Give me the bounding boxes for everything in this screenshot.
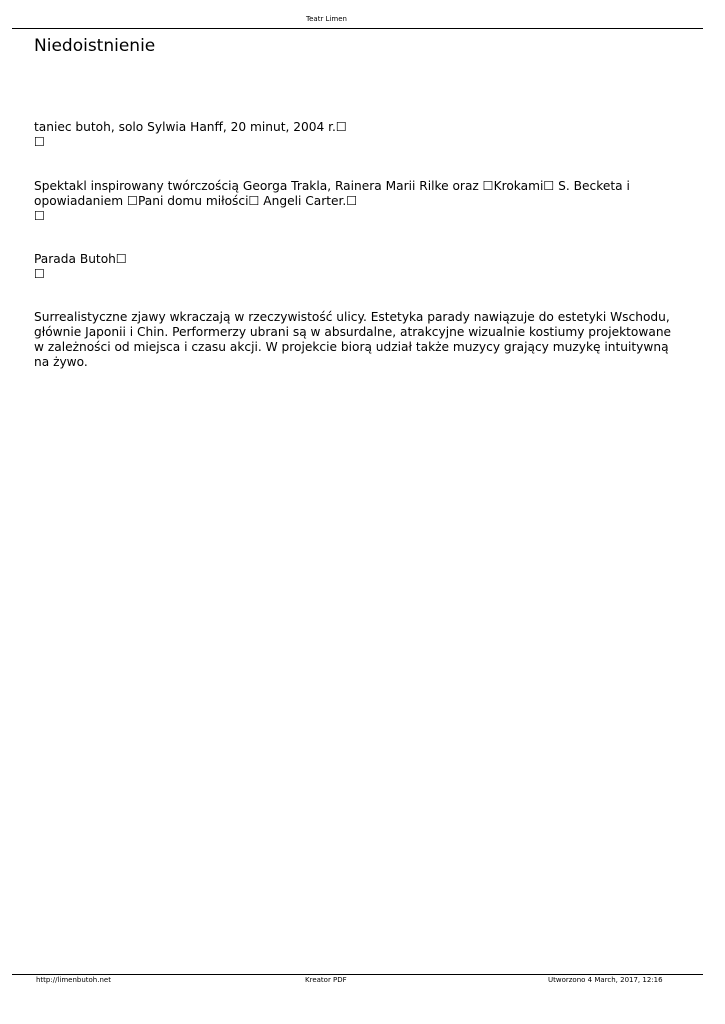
paragraph-parade-description: [34, 310, 690, 370]
paragraph-text: Spektakl inspirowany twórczością Georga Trakla, Rainera Marii Rilke oraz ☐Krokami☐ S. Becketa i opowiadaniem ☐Pani domu miłości☐ Angeli Carter.☐ ☐: [34, 179, 630, 223]
paragraph-inspiration: [34, 179, 690, 224]
paragraph-text: Parada Butoh☐ ☐: [34, 252, 127, 281]
footer-url-link[interactable]: http://limenbutoh.net: [36, 976, 111, 984]
header-divider: [12, 28, 703, 29]
paragraph-text: Surrealistyczne zjawy wkraczają w rzeczywistość ulicy. Estetyka parady nawiązuje do estetyki Wschodu, głównie Japonii i Chin. Performerzy ubrani są w absurdalne, atrakcyjne wizualnie kostiumy projektowane w zależności od miejsca i czasu akcji. W projekcie biorą udział także muzycy grający muzykę intuitywną na żywo.: [34, 310, 672, 369]
paragraph-text: taniec butoh, solo Sylwia Hanff, 20 minut, 2004 r.☐ ☐: [34, 120, 347, 149]
paragraph-performance-info: [34, 120, 690, 150]
page-title: Niedoistnienie: [34, 36, 156, 56]
header-title: Teatr Limen: [306, 15, 347, 23]
footer-divider: [12, 974, 703, 975]
footer-created-date: Utworzono 4 March, 2017, 12:16: [548, 976, 663, 984]
paragraph-parade-title: [34, 252, 690, 282]
footer-generator-label: Kreator PDF: [305, 976, 347, 984]
